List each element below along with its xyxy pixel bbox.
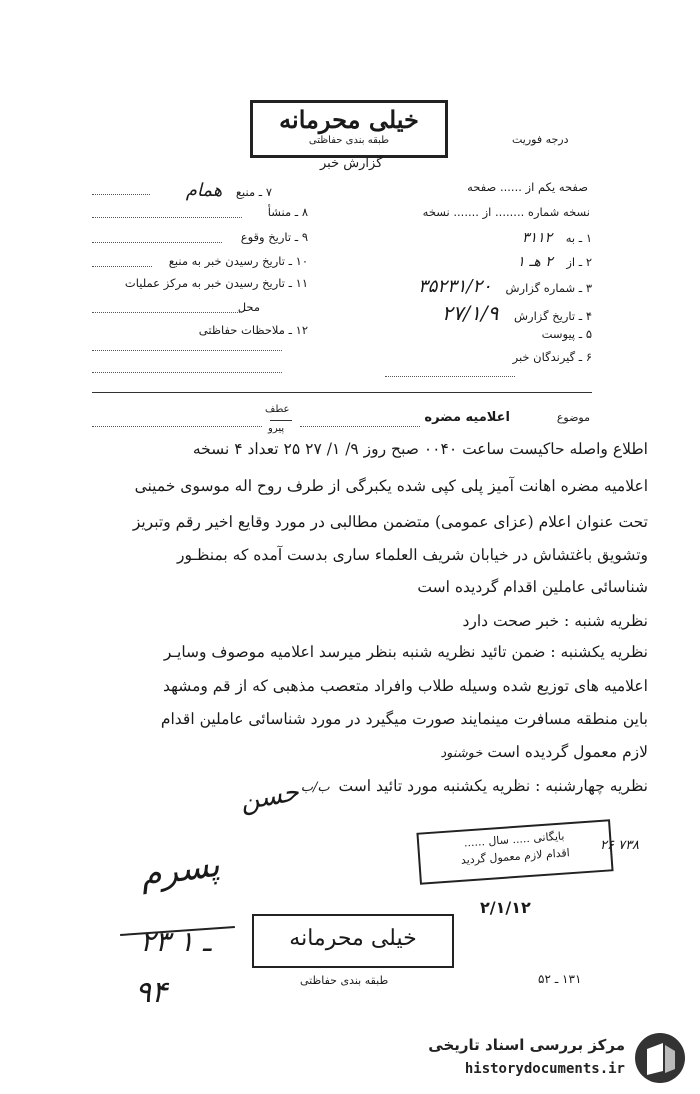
field-report-number-label: ۳ ـ شماره گزارش bbox=[505, 281, 592, 295]
field-to bbox=[522, 230, 592, 246]
handwritten-signature: حسن bbox=[237, 777, 302, 817]
recipients-dots bbox=[385, 376, 515, 377]
body-line-10 bbox=[60, 743, 648, 761]
subject-value: اعلامیه مضره bbox=[424, 410, 510, 425]
action-stamp-line1: بایگانی ..... سال ...... bbox=[463, 829, 565, 850]
atf-label: عطف bbox=[265, 404, 290, 415]
notes-dots-2 bbox=[92, 372, 282, 373]
page-count-field: صفحه یکم از ...... صفحه bbox=[467, 180, 588, 194]
field-recipients: ۶ ـ گیرندگان خبر bbox=[512, 350, 592, 364]
handwritten-note-2: ۲۳ ـ ۱ bbox=[140, 925, 212, 958]
body-line-5: شناسائی عاملین اقدام گردیده است bbox=[417, 578, 648, 596]
copy-count-field: نسخه شماره ........ از ....... نسخه bbox=[422, 205, 590, 219]
action-stamp-line2: اقدام لازم معمول گردید bbox=[460, 846, 571, 867]
body-line-2: اعلامیه مضره اهانت آمیز پلی کپی شده یکبرگی از طرف روح اله موسوی خمینی bbox=[134, 477, 648, 495]
field-attachment: ۵ ـ پیوست bbox=[541, 327, 592, 341]
field-report-date bbox=[442, 301, 592, 325]
field-security-notes: ۱۲ ـ ملاحظات حفاظتی bbox=[198, 323, 308, 337]
field-date-to-source: ۱۰ ـ تاریخ رسیدن خبر به منبع bbox=[168, 254, 308, 268]
occurrence-dots bbox=[92, 242, 222, 243]
report-title: گزارش خبر bbox=[320, 156, 383, 171]
approval-mark: ب/ب bbox=[300, 780, 330, 795]
body-line-8: اعلامیه های توزیع شده وسیله طلاب وافراد متعصب مذهبی که از قم ومشهد bbox=[162, 677, 648, 695]
action-number: ۲۶ ۷۳۸ bbox=[600, 838, 640, 853]
peyro-label: پیرو bbox=[268, 423, 285, 434]
bottom-classification-stamp bbox=[252, 914, 454, 968]
location-dots bbox=[92, 312, 242, 313]
body-line-7: نظریه یکشنبه : ضمن تائید نظریه شنبه بنظر میرسد اعلامیه موصوف وسایـر bbox=[163, 643, 648, 661]
body-line-4: وتشویق باغتشاش در خیابان شریف العلماء ساری بدست آمده که بمنظـور bbox=[177, 546, 648, 564]
field-location: محل bbox=[237, 300, 260, 314]
field-date-to-center: ۱۱ ـ تاریخ رسیدن خبر به مرکز عملیات bbox=[124, 276, 308, 290]
field-source-value: همام bbox=[185, 180, 223, 201]
notes-dots-1 bbox=[92, 350, 282, 351]
field-from-label: ۲ ـ از bbox=[566, 255, 592, 269]
origin-dots bbox=[92, 217, 242, 218]
field-to-label: ۱ ـ به bbox=[565, 231, 592, 245]
field-from bbox=[517, 254, 592, 270]
ministry-line: درجه فوریت bbox=[512, 133, 569, 146]
body-line-6: نظریه شنبه : خبر صحت دارد bbox=[462, 612, 648, 630]
date-to-source-dots bbox=[92, 266, 152, 267]
field-report-date-value: ۲۷/۱/۹ bbox=[441, 301, 499, 325]
field-to-value: ۳۱۱۲ bbox=[522, 230, 553, 246]
field-origin: ۸ ـ منشأ bbox=[267, 205, 308, 219]
field-report-date-label: ۴ ـ تاریخ گزارش bbox=[513, 309, 592, 323]
bottom-stamp-sub: طبقه بندی حفاظتی bbox=[300, 974, 389, 987]
atf-dots bbox=[92, 426, 262, 427]
watermark-title: مرکز بررسی اسناد تاریخی bbox=[428, 1036, 625, 1054]
body-line-9: باین منطقه مسافرت مینمایند صورت میگیرد در مورد شناسائی عاملین اقدام bbox=[160, 710, 648, 728]
subject-label: موضوع bbox=[556, 411, 590, 424]
top-classification-stamp bbox=[250, 100, 448, 158]
handwritten-note-3: ۹۴ bbox=[135, 975, 168, 1010]
field-source-label: ۷ ـ منبع bbox=[235, 185, 272, 199]
body-line-11 bbox=[60, 777, 648, 795]
atf-divider bbox=[270, 420, 292, 421]
source-dots bbox=[92, 194, 150, 195]
initial-khoshnud: خوشنود bbox=[440, 746, 483, 761]
body-line-1: اطلاع واصله حاکیست ساعت ۰۰۴۰ صبح روز ۹/ ۱/ ۲۷ ۲۵ تعداد ۴ نسخه bbox=[192, 440, 648, 458]
bottom-stamp-text: خیلی محرمانه bbox=[289, 926, 417, 951]
watermark bbox=[405, 1028, 693, 1088]
body-line-10-text: لازم معمول گردیده است bbox=[487, 743, 648, 761]
top-stamp-sub: طبقه بندی حفاظتی bbox=[308, 135, 390, 146]
field-report-number bbox=[418, 276, 592, 297]
action-stamp bbox=[416, 819, 613, 884]
field-occurrence-date: ۹ ـ تاریخ وقوع bbox=[240, 230, 308, 244]
field-from-value: ۲ هـ ۱ bbox=[517, 254, 553, 270]
header-divider bbox=[92, 392, 592, 393]
watermark-logo-icon bbox=[633, 1031, 687, 1085]
form-code: ۱۳۱ ـ ۵۲ bbox=[538, 972, 582, 986]
handwritten-note-1: پسرم bbox=[137, 844, 223, 896]
body-line-3: تحت عنوان اعلام (عزای عمومی) متضمن مطالبی در مورد وقایع اخیر رقم وتبریز bbox=[132, 513, 648, 531]
watermark-url: historydocuments.ir bbox=[464, 1061, 625, 1077]
body-line-11-text: نظریه چهارشنبه : نظریه یکشنبه مورد تائید است bbox=[338, 777, 648, 795]
top-stamp-text: خیلی محرمانه bbox=[279, 105, 419, 134]
subject-dots bbox=[300, 426, 420, 427]
field-source bbox=[186, 180, 272, 201]
archive-date: ۲/۱/۱۲ bbox=[480, 898, 531, 917]
field-report-number-value: ۳۵۲۳۱/۲۰ bbox=[418, 276, 492, 297]
